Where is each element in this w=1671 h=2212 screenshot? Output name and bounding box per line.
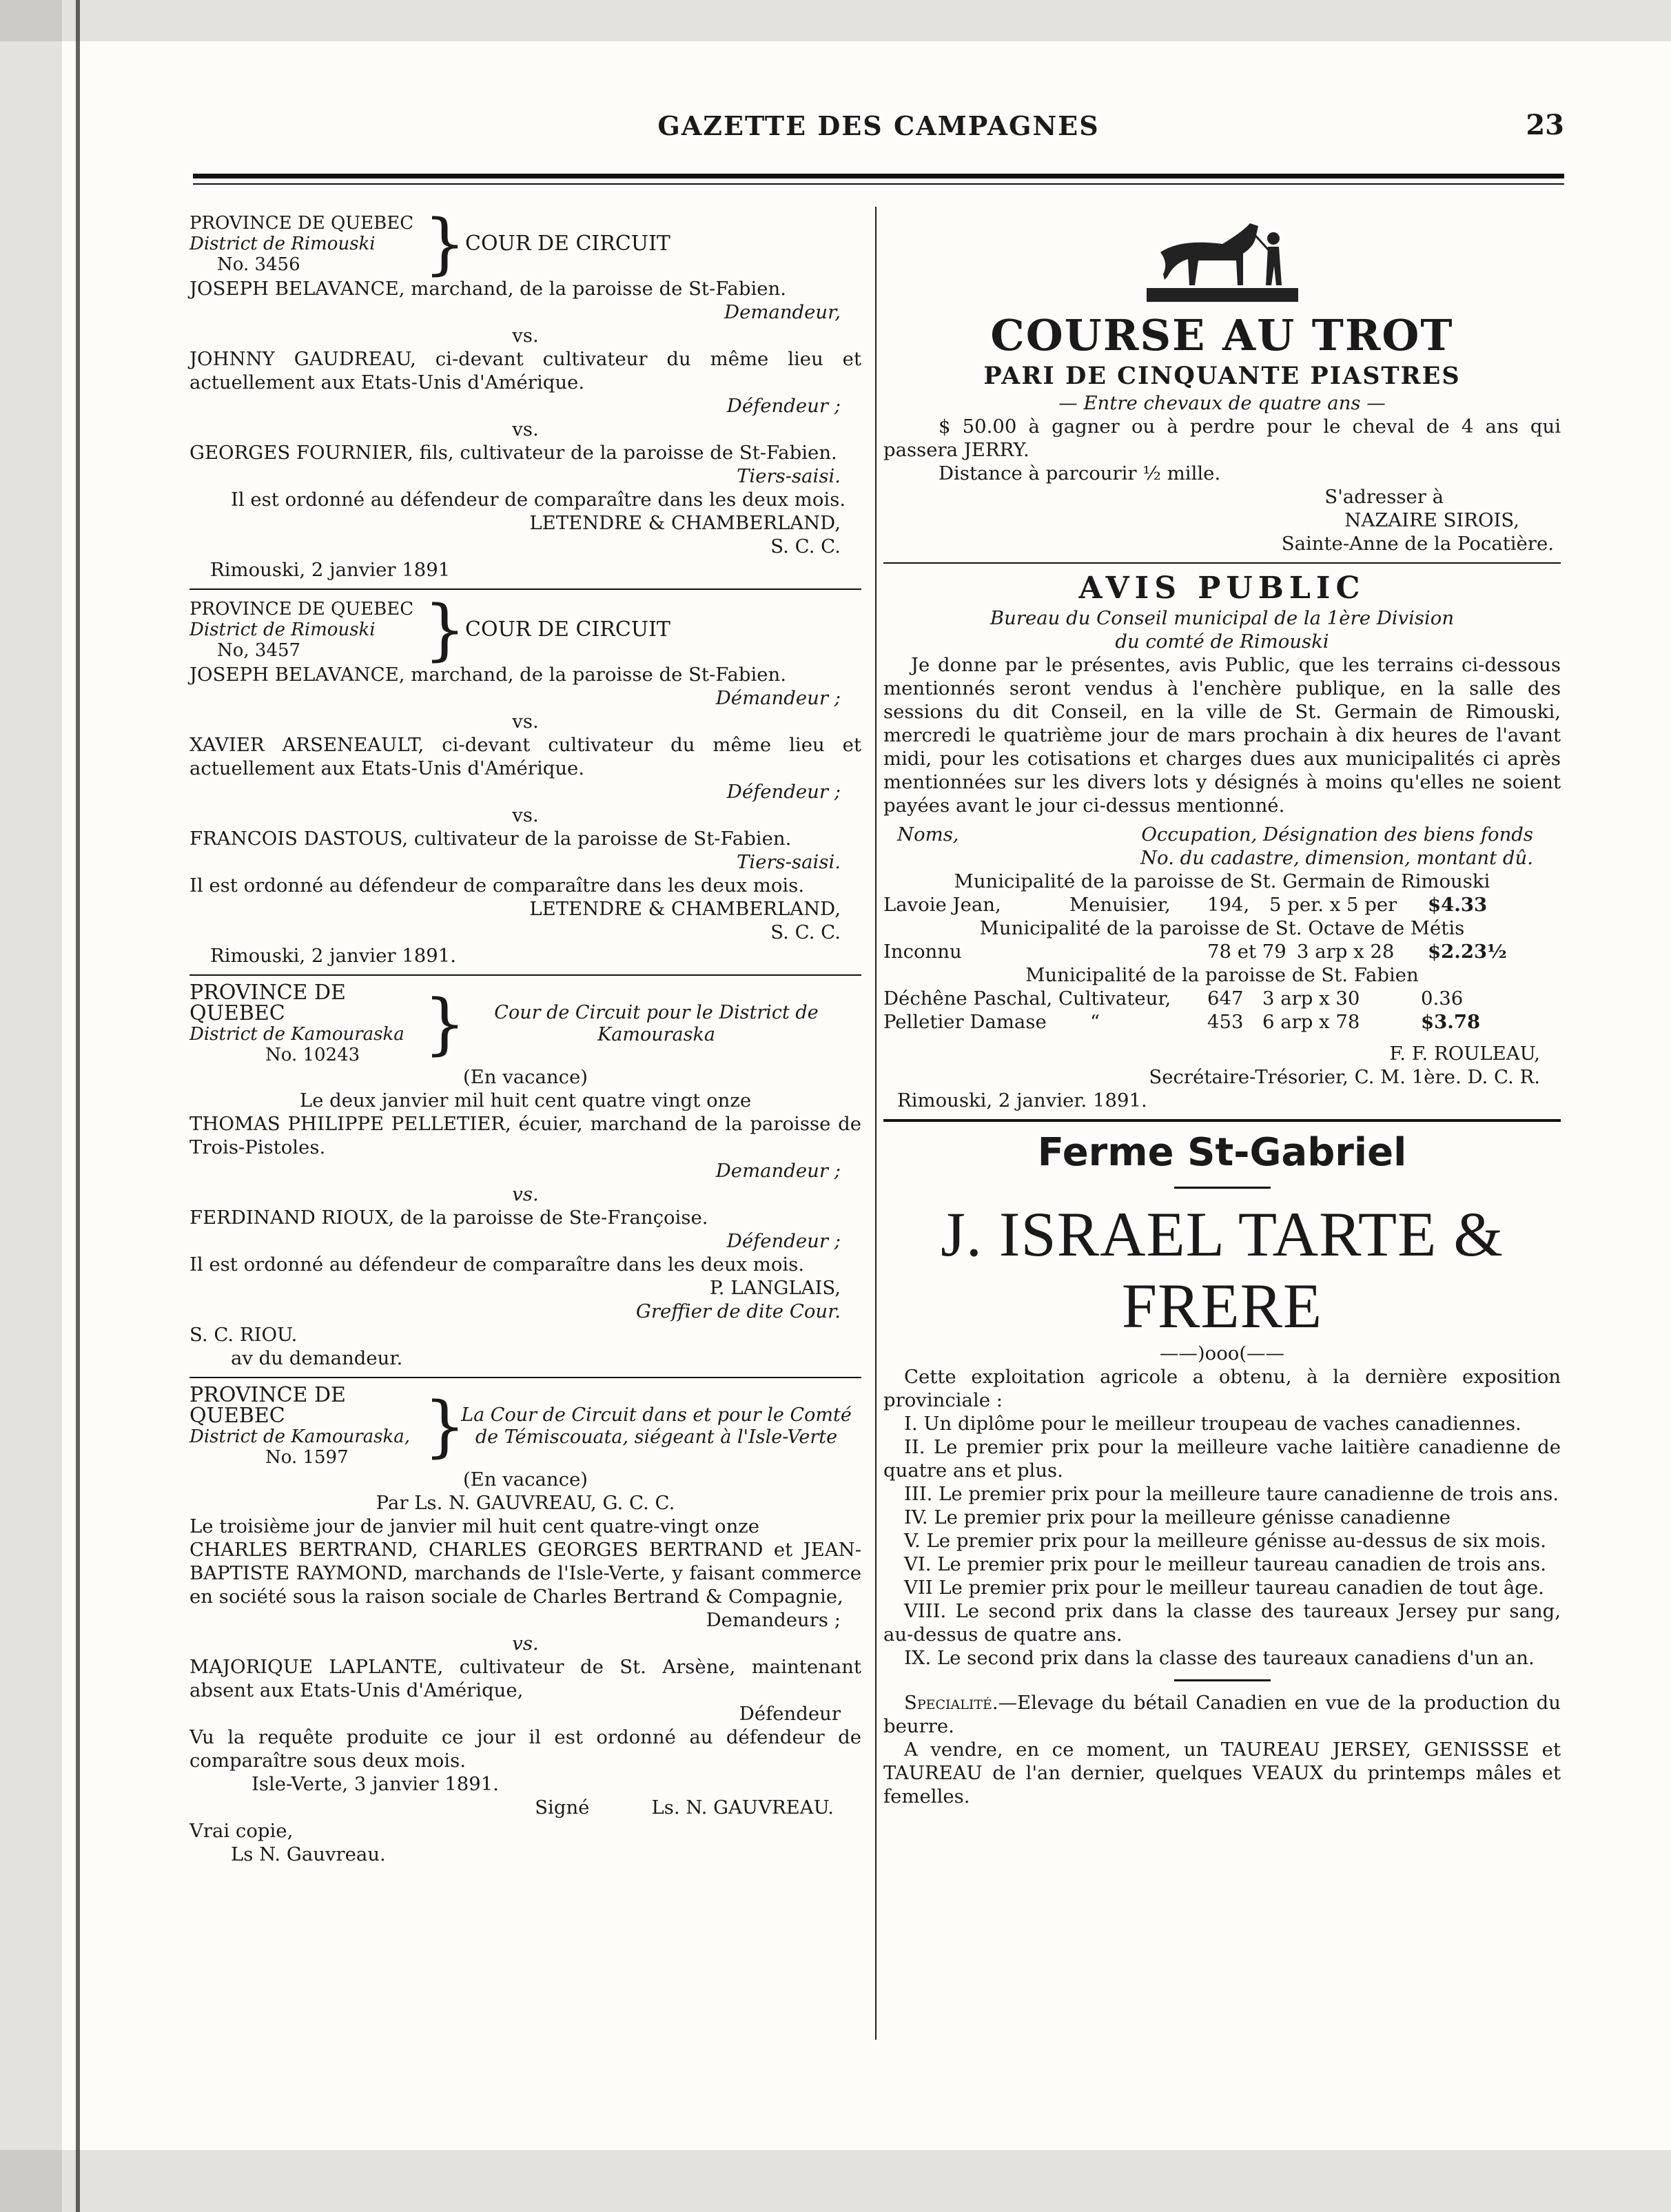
brace-icon: } [424,205,467,283]
column-details: No. du cadastre, dimension, montant dû. [1140,847,1533,869]
plaintiff-role: Demandeur, [724,301,841,323]
lot-dimension: 3 arp x 28 [1297,941,1395,963]
prize-item: IV. Le premier prix pour la meilleure génisse canadienne [904,1506,1451,1528]
owner-name: Déchêne Paschal, Cultivateur, [883,987,1171,1010]
specialty-text: —Elevage du bétail Canadien en vue de la production du beurre. [883,1692,1561,1737]
column-separator [875,207,876,2040]
defendant-role: Défendeur ; [726,781,841,803]
notice-date: Isle-Verte, 3 janvier 1891. [252,1773,499,1795]
amount-due: $4.33 [1428,894,1488,916]
signer-title: Secrétaire-Trésorier, C. M. 1ère. D. C. R. [1149,1066,1540,1088]
binding-edge [76,0,80,2212]
lot-dimension: 6 arp x 78 [1262,1011,1360,1033]
district-label: District de Rimouski [189,619,376,640]
race-distance: Distance à parcourir ½ mille. [939,462,1221,484]
notice-divider [189,974,861,976]
province-label: PROVINCE DE QUEBEC [189,599,414,619]
for-sale-text: A vendre, en ce moment, un TAUREAU JERSEY, GENISSSE et TAUREAU de l'an dernier, quelques VEAUX du printemps mâles et femelles. [883,1739,1561,1808]
district-label: District de Rimouski [189,234,376,254]
left-column [189,205,861,1866]
court-notice-1597 [189,1385,861,1866]
table-header [883,823,1561,846]
race-title: COURSE AU TROT [990,310,1454,360]
owner-occupation: Menuisier, [1069,894,1171,916]
notice-date: Rimouski, 2 janvier. 1891. [897,1089,1147,1112]
lot-dimension: 5 per. x 5 per [1269,894,1397,916]
vacation-note: (En vacance) [462,1066,588,1088]
race-subtitle: PARI DE CINQUANTE PIASTRES [983,362,1461,390]
lot-number: 453 [1207,1011,1244,1033]
section-divider [883,1119,1561,1122]
signer-name: Ls. N. GAUVREAU. [651,1796,834,1819]
table-row [883,1010,1561,1034]
signed-label: Signé [535,1796,590,1819]
prize-item: V. Le premier prix pour la meilleure génisse au-dessus de six mois. [904,1530,1546,1552]
garnishee-role: Tiers-saisi. [737,465,841,487]
brace-icon: } [424,591,467,668]
court-order: Il est ordonné au défendeur de comparaître dans les deux mois. [231,489,846,511]
plaintiff: JOSEPH BELAVANCE, marchand, de la paroisse de St-Fabien. [189,664,787,686]
versus: vs. [512,1183,539,1205]
court-name: COUR DE CIRCUIT [465,617,670,642]
right-column [883,211,1561,1808]
lot-number: 194, [1207,894,1250,916]
garnishee-role: Tiers-saisi. [737,851,841,873]
province-label: PROVINCE DE QUEBEC [189,1383,346,1428]
race-wager: $ 50.00 à gagner ou à perdre pour le cheval de 4 ans qui passera JERRY. [883,416,1561,461]
hearing-date: Le troisième jour de janvier mil huit cent quatre-vingt onze [189,1515,760,1537]
versus: vs. [512,325,539,347]
notice-body: Je donne par le présentes, avis Public, que les terrains ci-dessous mentionnés seront vendus à l'enchère publique, en la salle des sessions du dit Conseil, en la ville de St. Germain de Rimouski, mercredi le quatrième jour de mars prochain à dix heures de l'avant midi, pour les cotisations et charges dues aux municipalités ci après mentionnées sur les divers lots y désignés à moins qu'elles ne soient payées avant le jour ci-dessus mentionné. [883,654,1561,817]
prize-item: VI. Le premier prix pour le meilleur taureau canadien de trois ans. [904,1553,1546,1575]
contact-place: Sainte-Anne de la Pocatière. [1281,533,1554,555]
clerk-title: Greffier de dite Cour. [635,1300,841,1322]
owner-name: Pelletier Damase [883,1011,1047,1033]
plaintiff-role: Demandeur ; [715,1160,841,1182]
public-notice [883,571,1561,1112]
true-copy-label: Vrai copie, [189,1820,294,1842]
case-caption [189,205,861,283]
contact-name: NAZAIRE SIROIS, [1344,509,1519,531]
defendant: MAJORIQUE LAPLANTE, cultivateur de St. Arsène, maintenant absent aux Etats-Unis d'Amérique, [189,1656,861,1701]
amount-due: $3.78 [1421,1011,1481,1033]
race-condition: — Entre chevaux de quatre ans — [1058,392,1386,414]
farm-intro: Cette exploitation agricole a obtenu, à la dernière exposition provinciale : [883,1366,1561,1411]
farm-title: Ferme St-Gabriel [1037,1130,1407,1175]
defendant-role: Défendeur ; [726,395,841,417]
lot-number: 647 [1207,987,1244,1010]
versus: vs. [512,710,539,733]
header-rule [193,174,1564,178]
column-names: Noms, [897,823,959,846]
court-notice-3457 [189,591,861,967]
municipality-heading: Municipalité de la paroisse de St. Octave de Métis [979,917,1465,939]
council-office: Bureau du Conseil municipal de la 1ère Division [990,607,1455,629]
county-name: du comté de Rimouski [1115,631,1329,653]
specialty-paragraph [883,1691,1561,1738]
vacation-note: (En vacance) [462,1468,588,1491]
owner-name: Inconnu [883,941,962,963]
scan-noise-top [0,0,1671,41]
public-notice-title: AVIS PUBLIC [1078,571,1366,606]
versus: vs. [512,418,539,440]
province-label: PROVINCE DE QUEBEC [189,981,346,1025]
race-advertisement [883,211,1561,555]
header-rule-thin [193,183,1564,185]
contact-label: S'adresser à [1324,486,1444,508]
hearing-date: Le deux janvier mil huit cent quatre vingt onze [299,1089,752,1112]
versus: vs. [512,1632,539,1655]
attorney-name: LETENDRE & CHAMBERLAND, [529,898,841,920]
title-rule [1174,1187,1271,1189]
plaintiff-role: Demandeurs ; [706,1609,841,1631]
brace-icon: } [424,1388,467,1465]
prize-item: IX. Le second prix dans la classe des taureaux canadiens d'un an. [904,1647,1535,1669]
specialty-label: Specialité. [904,1692,998,1714]
table-row [883,987,1561,1010]
plaintiff: THOMAS PHILIPPE PELLETIER, écuier, marchand de la paroisse de Trois-Pistoles. [189,1113,861,1158]
notice-divider [189,588,861,590]
garnishee: FRANCOIS DASTOUS, cultivateur de la paroisse de St-Fabien. [189,828,792,850]
newspaper-title: GAZETTE DES CAMPAGNES [657,110,1100,141]
firm-name: J. ISRAEL TARTE & FRERE [941,1199,1504,1341]
court-order: Vu la requête produite ce jour il est ordonné au défendeur de comparaître sous deux mois. [189,1726,861,1772]
lot-dimension: 3 arp x 30 [1262,987,1360,1010]
issued-by: Par Ls. N. GAUVREAU, G. C. C. [376,1492,675,1514]
section-rule [1174,1679,1271,1681]
case-number: No. 10243 [265,1045,360,1065]
district-label: District de Kamouraska [189,1024,404,1045]
plaintiff: JOSEPH BELAVANCE, marchand, de la paroisse de St-Fabien. [189,278,787,300]
notice-divider [189,1377,861,1378]
defendant: FERDINAND RIOUX, de la paroisse de Ste-Françoise. [189,1207,708,1229]
court-order: Il est ordonné au défendeur de comparaître dans les deux mois. [189,1253,805,1276]
case-number: No, 3457 [217,640,301,661]
attorney-title: S. C. C. [770,535,841,557]
table-row [883,893,1561,916]
farm-advertisement [883,1129,1561,1808]
court-name: COUR DE CIRCUIT [465,232,670,256]
attorney-name: LETENDRE & CHAMBERLAND, [529,512,841,534]
brace-icon: } [424,985,467,1063]
municipality-heading: Municipalité de la paroisse de St. Fabien [1025,964,1419,986]
scan-noise-bottom [0,2150,1671,2212]
court-notice-3456 [189,205,861,582]
page-number: 23 [1526,109,1564,141]
section-divider [883,562,1561,564]
amount-due: $2.23½ [1428,941,1507,963]
versus: vs. [512,804,539,826]
lot-number: 78 et 79 [1207,941,1286,963]
defendant-role: Défendeur [739,1703,841,1725]
prize-item: II. Le premier prix pour la meilleure vache laitière canadienne de quatre ans et plus. [883,1436,1561,1482]
garnishee: GEORGES FOURNIER, fils, cultivateur de la paroisse de St-Fabien. [189,442,837,464]
prize-item: III. Le premier prix pour la meilleure taure canadienne de trois ans. [904,1483,1559,1505]
municipality-heading: Municipalité de la paroisse de St. Germain de Rimouski [954,870,1490,892]
attorney-title: av du demandeur. [231,1347,403,1369]
court-order: Il est ordonné au défendeur de comparaître dans les deux mois. [189,874,805,897]
case-caption [189,591,861,668]
attorney-title: S. C. C. [770,921,841,943]
defendant: XAVIER ARSENEAULT, ci-devant cultivateur du même lieu et actuellement aux Etats-Unis d'Amérique. [189,734,861,779]
prize-item: VIII. Le second prix dans la classe des taureaux Jersey pur sang, au-dessus de quatre ans. [883,1600,1561,1646]
province-label: PROVINCE DE QUEBEC [189,213,414,234]
district-label: District de Kamouraska, [189,1426,411,1447]
horse-and-handler-icon [1140,211,1305,307]
defendant-role: Défendeur ; [726,1230,841,1252]
prize-item: I. Un diplôme pour le meilleur troupeau de vaches canadiennes. [904,1413,1521,1435]
notice-date: Rimouski, 2 janvier 1891. [210,945,456,967]
column-occupation: Occupation, Désignation des biens fonds [1141,823,1533,846]
attorney-name: S. C. RIOU. [189,1324,298,1346]
owner-name: Lavoie Jean, [883,894,1001,916]
page-header [193,109,1564,150]
ornament: ——)ooo(—— [1159,1342,1285,1364]
case-caption [189,983,861,1065]
amount-due: 0.36 [1421,987,1464,1010]
notice-date: Rimouski, 2 janvier 1891 [210,559,451,581]
scan-noise-left [0,0,62,2212]
plaintiff: CHARLES BERTRAND, CHARLES GEORGES BERTRAND et JEAN-BAPTISTE RAYMOND, marchands de l'Isle-Verte, y faisant commerce en société sous la raison sociale de Charles Bertrand & Compagnie, [189,1539,861,1608]
case-number: No. 1597 [265,1447,349,1468]
ditto-mark: “ [1090,1011,1100,1033]
case-caption [189,1385,861,1468]
clerk-name: P. LANGLAIS, [709,1277,841,1299]
defendant: JOHNNY GAUDREAU, ci-devant cultivateur du même lieu et actuellement aux Etats-Unis d'Amérique. [189,348,861,393]
court-notice-10243 [189,983,861,1370]
plaintiff-role: Démandeur ; [715,687,841,709]
signer-name: F. F. ROULEAU, [1389,1043,1540,1065]
table-row [883,940,1561,963]
court-name: La Cour de Circuit dans et pour le Comté de Témiscouata, siégeant à l'Isle-Verte [461,1404,852,1448]
signature-line [189,1796,861,1819]
court-name: Cour de Circuit pour le District de Kamouraska [494,1002,819,1045]
prize-item: VII Le premier prix pour le meilleur taureau canadien de tout âge. [904,1577,1544,1599]
copy-signer: Ls N. Gauvreau. [231,1843,386,1865]
case-number: No. 3456 [217,254,300,275]
